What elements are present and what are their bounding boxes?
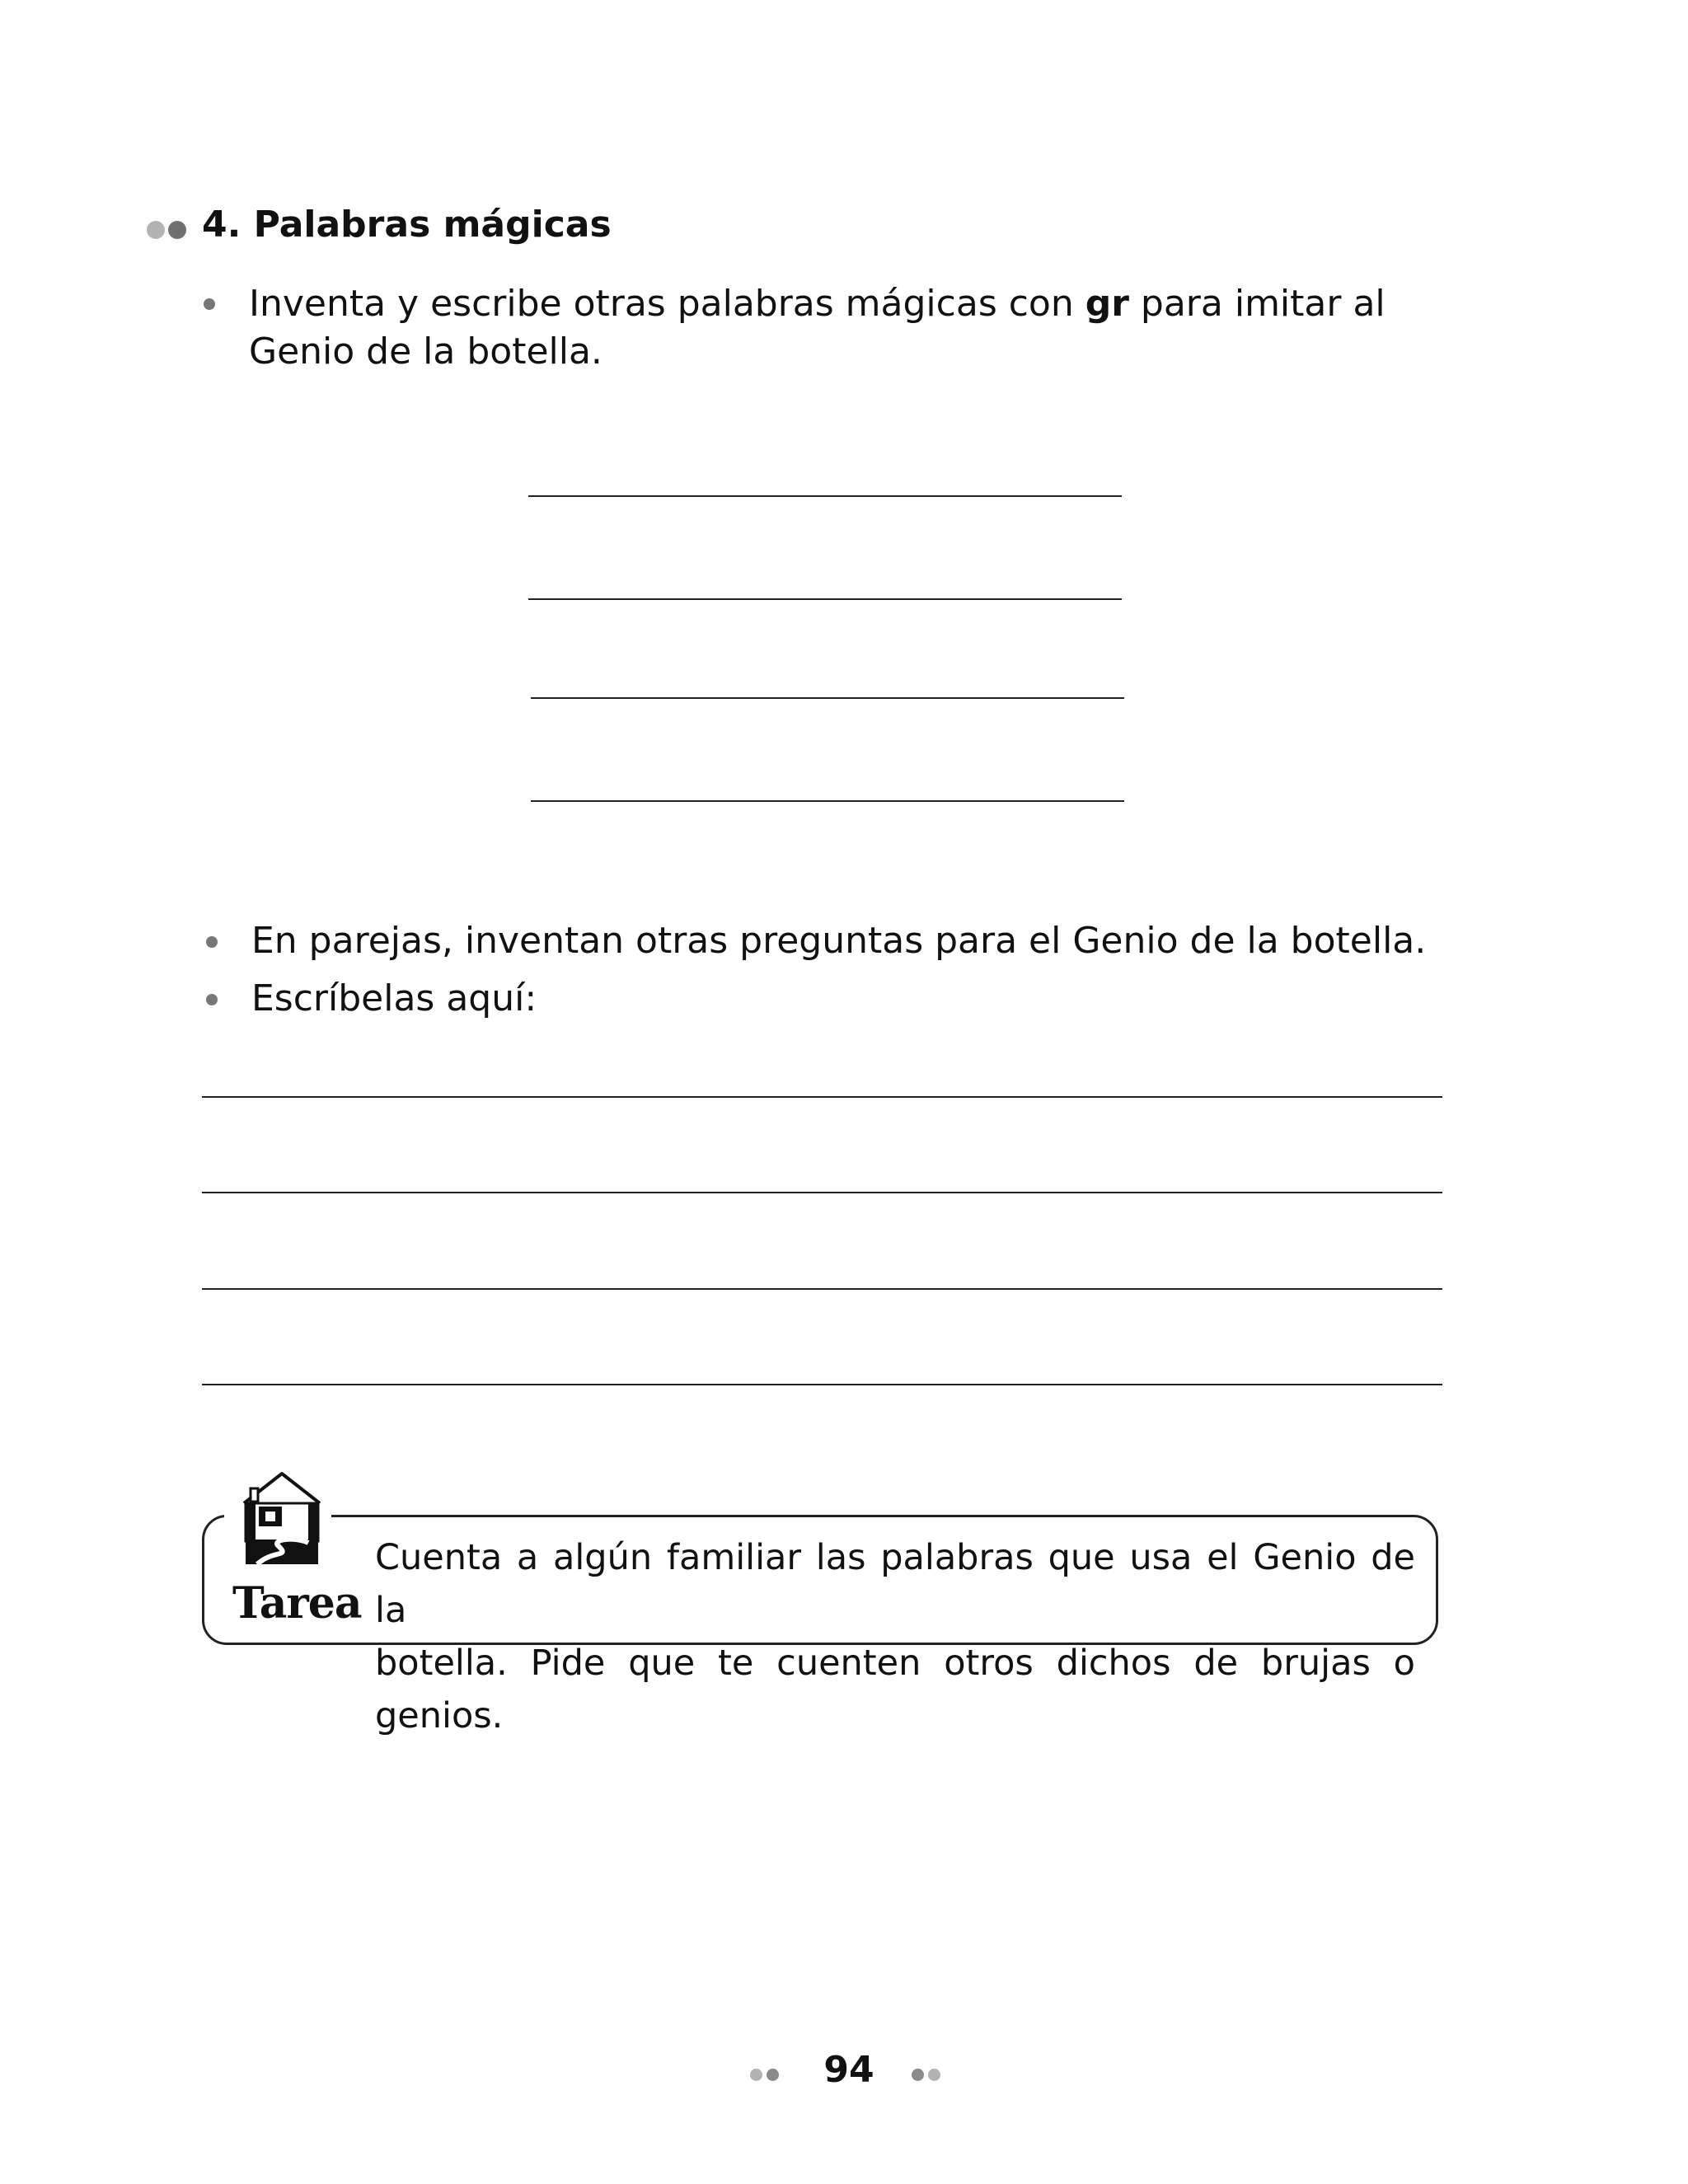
- answer-line-long-3[interactable]: [202, 1288, 1442, 1290]
- footer-dot-light: [750, 2069, 762, 2081]
- pairs-instruction: En parejas, inventan otras preguntas para el Genio de la botella.: [251, 920, 1427, 962]
- homework-text-line-1: Cuenta a algún familiar las palabras que usa el Genio de la: [375, 1537, 1415, 1631]
- homework-text: [375, 1531, 1415, 1742]
- heading-dot-dark: [168, 221, 186, 239]
- bullet-icon: [206, 994, 218, 1005]
- bullet-icon: [204, 298, 215, 310]
- heading-dot-light: [147, 221, 165, 239]
- answer-line-long-1[interactable]: [202, 1096, 1442, 1098]
- footer-dot-dark: [767, 2069, 779, 2081]
- footer-dot-light: [928, 2069, 940, 2081]
- answer-line-long-2[interactable]: [202, 1192, 1442, 1193]
- intro-instruction: [249, 280, 1461, 376]
- homework-label: Tarea: [232, 1578, 362, 1629]
- answer-line-short-4[interactable]: [531, 800, 1124, 802]
- homework-text-line-2: botella. Pide que te cuenten otros dichos de brujas o genios.: [375, 1643, 1415, 1736]
- intro-text-end: para imitar al Genio de la botella.: [249, 283, 1386, 373]
- bullet-icon: [206, 936, 218, 948]
- write-here-instruction: Escríbelas aquí:: [251, 977, 537, 1019]
- footer-dot-dark: [912, 2069, 924, 2081]
- answer-line-long-4[interactable]: [202, 1384, 1442, 1385]
- answer-line-short-3[interactable]: [531, 697, 1124, 699]
- page-number: 94: [823, 2049, 874, 2091]
- intro-bold-gr: gr: [1085, 283, 1129, 325]
- section-title: 4. Palabras mágicas: [202, 204, 612, 246]
- intro-text-start: Inventa y escribe otras palabras mágicas con: [249, 283, 1085, 325]
- answer-line-short-2[interactable]: [528, 598, 1122, 600]
- answer-line-short-1[interactable]: [528, 495, 1122, 497]
- heading-dots: [147, 218, 191, 242]
- page-footer: [750, 2049, 948, 2098]
